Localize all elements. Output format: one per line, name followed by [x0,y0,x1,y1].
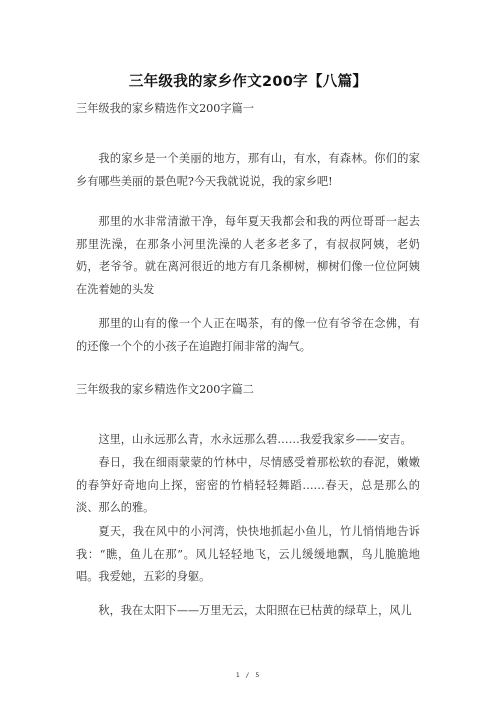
paragraph: 那里的山有的像一个人正在喝茶，有的像一位有爷爷在念佛，有的还像一个个的小孩子在追跑打闹非常的淘气。 [76,317,420,353]
document-title: 三年级我的家乡作文200字【八篇】 [128,74,368,90]
paragraph: 春日，我在细雨蒙蒙的竹林中，尽情感受着那松软的春泥，嫩嫩的春笋好奇地向上探，密密的竹梢轻轻舞蹈……春天，总是那么的淡、那么的雅。 [76,456,420,515]
paragraph: 秋，我在太阳下——万里无云，太阳照在已枯黄的绿草上，风儿 [98,604,412,617]
section-heading: 三年级我的家乡精选作文200字篇一 [76,102,254,115]
section-heading: 三年级我的家乡精选作文200字篇二 [76,383,254,396]
paragraph: 我的家乡是一个美丽的地方，那有山，有水，有森林。你们的家乡有哪些美丽的景色呢?今天我就说说，我的家乡吧! [76,152,420,188]
page-number: 1 / 5 [235,671,261,679]
paragraph: 夏天，我在风中的小河湾，快快地抓起小鱼儿，竹儿悄悄地告诉我：“瞧，鱼儿在那”。风儿轻轻地飞，云儿缓缓地飘，鸟儿脆脆地唱。我爱她，五彩的身躯。 [76,525,420,584]
paragraph: 那里的水非常清澈干净，每年夏天我都会和我的两位哥哥一起去那里洗澡，在那条小河里洗澡的人老多老多了，有叔叔阿姨，老奶奶，老爷爷。就在离河很近的地方有几条柳树，柳树们像一位位阿姨在洗着她的头发 [76,215,420,296]
paragraph: 这里，山永远那么青，水永远那么碧……我爱我家乡——安吉。 [98,433,412,446]
